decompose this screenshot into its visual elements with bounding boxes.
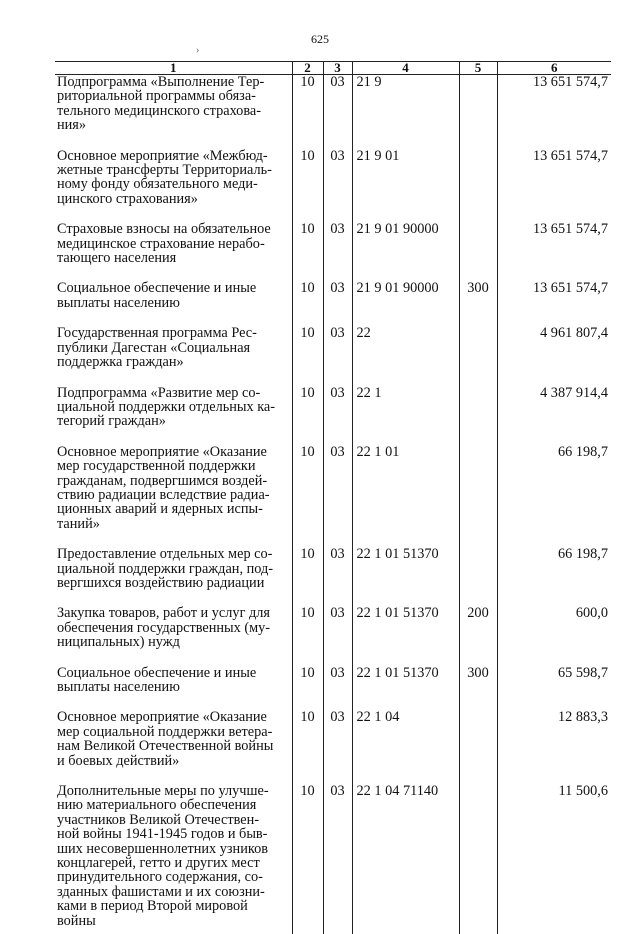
row-amount-cell: 66 198,7 — [497, 547, 611, 606]
row-target-article-cell: 22 1 01 51370 — [352, 606, 459, 665]
table-row — [55, 666, 611, 711]
row-subsection-cell: 03 — [323, 75, 352, 149]
row-expense-type-cell — [459, 547, 497, 606]
row-subsection-cell: 03 — [323, 606, 352, 665]
table-row — [55, 149, 611, 223]
row-section-cell: 10 — [292, 606, 323, 665]
row-target-article-cell: 21 9 01 — [352, 149, 459, 223]
row-target-article-cell: 22 — [352, 326, 459, 385]
row-name-cell: Государственная программа Рес- публики Дагестан «Социальная поддержка граждан» — [55, 326, 292, 385]
table-row — [55, 710, 611, 784]
row-subsection-cell: 03 — [323, 666, 352, 711]
row-expense-type-cell — [459, 710, 497, 784]
row-amount-cell: 4 387 914,4 — [497, 386, 611, 445]
row-name-cell: Основное мероприятие «Межбюд- жетные трансферты Территориаль- ному фонду обязательного меди- цинского страхования» — [55, 149, 292, 223]
row-expense-type-cell — [459, 386, 497, 445]
row-amount-cell: 13 651 574,7 — [497, 149, 611, 223]
scan-mark: › — [196, 45, 199, 56]
row-name-cell: Предоставление отдельных мер со- циальной поддержки граждан, под- вергшихся воздействию радиации — [55, 547, 292, 606]
row-name-cell: Социальное обеспечение и иные выплаты населению — [55, 666, 292, 711]
row-name-cell: Основное мероприятие «Оказание мер социальной поддержки ветера- нам Великой Отечественной войны и боевых действий» — [55, 710, 292, 784]
row-subsection-cell: 03 — [323, 386, 352, 445]
table-row — [55, 606, 611, 665]
table-body — [55, 75, 611, 934]
row-name-cell: Закупка товаров, работ и услуг для обеспечения государственных (му- ниципальных) нужд — [55, 606, 292, 665]
row-target-article-cell: 21 9 01 90000 — [352, 281, 459, 326]
row-expense-type-cell — [459, 222, 497, 281]
row-subsection-cell: 03 — [323, 222, 352, 281]
table-row — [55, 386, 611, 445]
row-section-cell: 10 — [292, 386, 323, 445]
row-name-cell: Основное мероприятие «Оказание мер государственной поддержки гражданам, подвергшимся воздей- ствию радиации вследствие радиа- ционных аварий и ядерных испы- таний» — [55, 445, 292, 547]
row-amount-cell: 600,0 — [497, 606, 611, 665]
row-name-cell: Социальное обеспечение и иные выплаты населению — [55, 281, 292, 326]
row-subsection-cell: 03 — [323, 445, 352, 547]
row-expense-type-cell — [459, 149, 497, 223]
header-col-1: 1 — [55, 62, 292, 75]
row-target-article-cell: 22 1 01 — [352, 445, 459, 547]
row-name-cell: Страховые взносы на обязательное медицинское страхование нерабо- тающего населения — [55, 222, 292, 281]
row-amount-cell: 12 883,3 — [497, 710, 611, 784]
header-col-4: 4 — [352, 62, 459, 75]
table-row — [55, 784, 611, 934]
row-target-article-cell: 22 1 01 51370 — [352, 666, 459, 711]
row-section-cell: 10 — [292, 710, 323, 784]
row-amount-cell: 11 500,6 — [497, 784, 611, 934]
row-section-cell: 10 — [292, 445, 323, 547]
header-col-6: 6 — [497, 62, 611, 75]
row-section-cell: 10 — [292, 281, 323, 326]
table-row — [55, 75, 611, 149]
table-row — [55, 445, 611, 547]
row-subsection-cell: 03 — [323, 710, 352, 784]
row-expense-type-cell — [459, 445, 497, 547]
table-header — [55, 62, 611, 75]
row-target-article-cell: 21 9 01 90000 — [352, 222, 459, 281]
row-subsection-cell: 03 — [323, 326, 352, 385]
row-subsection-cell: 03 — [323, 149, 352, 223]
table-row — [55, 547, 611, 606]
row-amount-cell: 13 651 574,7 — [497, 75, 611, 149]
row-section-cell: 10 — [292, 326, 323, 385]
row-expense-type-cell — [459, 75, 497, 149]
header-row — [55, 62, 611, 75]
table-row — [55, 326, 611, 385]
row-name-cell: Подпрограмма «Выполнение Тер- риториальной программы обяза- тельного медицинского страхова- ния» — [55, 75, 292, 149]
row-target-article-cell: 21 9 — [352, 75, 459, 149]
row-name-cell: Дополнительные меры по улучше- нию материального обеспечения участников Великой Отечествен- ной войны 1941-1945 годов и быв- ших несовершеннолетних узников концлагерей, гетто и других мест принудительного содержания, со- зданных фашистами и их союзни- ками в период Второй мировой войны — [55, 784, 292, 934]
row-section-cell: 10 — [292, 666, 323, 711]
header-col-2: 2 — [292, 62, 323, 75]
row-subsection-cell: 03 — [323, 547, 352, 606]
row-expense-type-cell: 200 — [459, 606, 497, 665]
budget-table — [55, 61, 611, 934]
row-target-article-cell: 22 1 04 — [352, 710, 459, 784]
header-col-3: 3 — [323, 62, 352, 75]
row-expense-type-cell: 300 — [459, 281, 497, 326]
row-amount-cell: 65 598,7 — [497, 666, 611, 711]
row-amount-cell: 4 961 807,4 — [497, 326, 611, 385]
row-expense-type-cell — [459, 326, 497, 385]
page-number: 625 — [0, 32, 640, 47]
row-section-cell: 10 — [292, 222, 323, 281]
row-expense-type-cell: 300 — [459, 666, 497, 711]
row-name-cell: Подпрограмма «Развитие мер со- циальной поддержки отдельных ка- тегорий граждан» — [55, 386, 292, 445]
row-target-article-cell: 22 1 01 51370 — [352, 547, 459, 606]
row-section-cell: 10 — [292, 75, 323, 149]
row-target-article-cell: 22 1 — [352, 386, 459, 445]
row-amount-cell: 13 651 574,7 — [497, 281, 611, 326]
row-subsection-cell: 03 — [323, 784, 352, 934]
table-row — [55, 281, 611, 326]
row-section-cell: 10 — [292, 149, 323, 223]
header-col-5: 5 — [459, 62, 497, 75]
row-amount-cell: 13 651 574,7 — [497, 222, 611, 281]
row-expense-type-cell — [459, 784, 497, 934]
table-row — [55, 222, 611, 281]
row-subsection-cell: 03 — [323, 281, 352, 326]
row-section-cell: 10 — [292, 784, 323, 934]
row-target-article-cell: 22 1 04 71140 — [352, 784, 459, 934]
row-amount-cell: 66 198,7 — [497, 445, 611, 547]
row-section-cell: 10 — [292, 547, 323, 606]
